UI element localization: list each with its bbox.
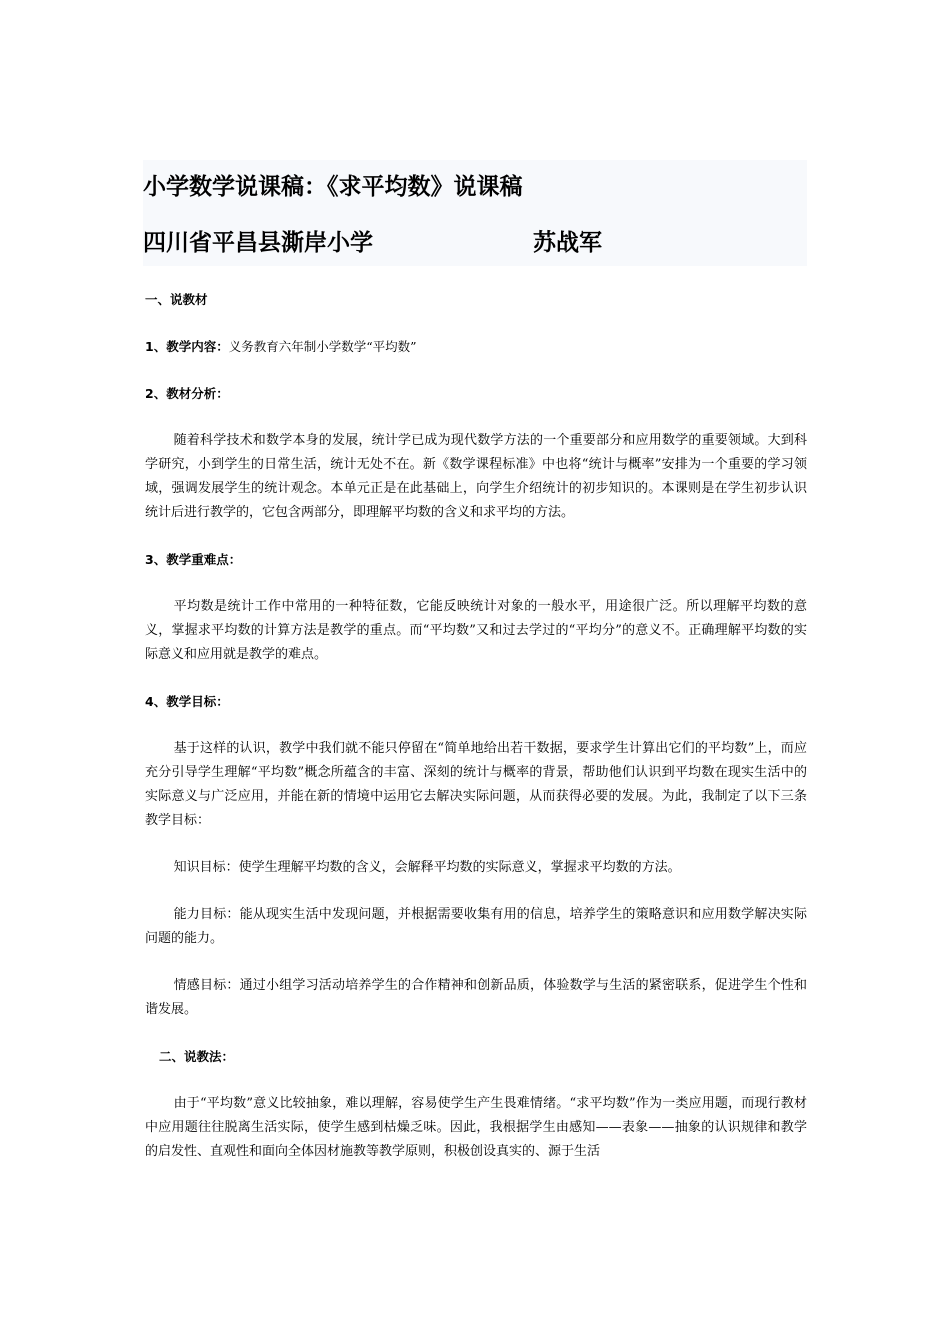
paragraph-teaching-goals: 基于这样的认识，教学中我们就不能只停留在“简单地给出若干数据，要求学生计算出它们的平均数”上，而应充分引导学生理解“平均数”概念所蕴含的丰富、深刻的统计与概率的背景，帮助他们认识到平均数在现实生活中的实际意义与广泛应用，并能在新的情境中运用它去解决实际问题，从而获得必要的发展。为此，我制定了以下三条教学目标：: [145, 741, 807, 828]
school-name: 四川省平昌县澌岸小学: [143, 230, 373, 256]
paragraph-knowledge-goal: 知识目标：使学生理解平均数的含义，会解释平均数的实际意义，掌握求平均数的方法。: [173, 860, 681, 875]
document-page: [145, 160, 807, 1164]
item-label: 1、教学内容：: [145, 339, 229, 354]
document-body: [145, 288, 807, 1164]
paragraph-material-analysis: 随着科学技术和数学本身的发展，统计学已成为现代数学方法的一个重要部分和应用数学的重要领域。大到科学研究，小到学生的日常生活，统计无处不在。新《数学课程标准》中也将“统计与概率”安排为一个重要的学习领域，强调发展学生的统计观念。本单元正是在此基础上，向学生介绍统计的初步知识的。本课则是在学生初步认识统计后进行教学的，它包含两部分，即理解平均数的含义和求平均的方法。: [145, 433, 807, 520]
paragraph-key-difficult-points: 平均数是统计工作中常用的一种特征数，它能反映统计对象的一般水平，用途很广泛。所以理解平均数的意义，掌握求平均数的计算方法是教学的重点。而“平均数”又和过去学过的“平均分”的意义不。正确理解平均数的实际意义和应用就是教学的难点。: [145, 599, 807, 662]
item-key-difficult-points-label: 3、教学重难点：: [145, 552, 242, 567]
section-heading-teaching-method: 二、说教法：: [159, 1049, 235, 1064]
author-line: [143, 228, 807, 258]
paragraph-emotion-goal: 情感目标：通过小组学习活动培养学生的合作精神和创新品质，体验数学与生活的紧密联系，促进学生个性和谐发展。: [145, 978, 807, 1017]
item-teaching-content: [145, 335, 807, 359]
item-text: 义务教育六年制小学数学“平均数”: [228, 339, 417, 354]
item-teaching-goals-label: 4、教学目标：: [145, 694, 229, 709]
paragraph-teaching-method: 由于“平均数”意义比较抽象，难以理解，容易使学生产生畏难情绪。“求平均数”作为一类应用题，而现行教材中应用题往往脱离生活实际，使学生感到枯燥乏味。因此，我根据学生由感知——表象——抽象的认识规律和教学的启发性、直观性和面向全体因材施教等教学原则，积极创设真实的、源于生活: [145, 1096, 807, 1159]
title-block: [143, 160, 807, 266]
document-title: 小学数学说课稿：《求平均数》说课稿: [143, 174, 523, 200]
section-heading-textbook: 一、说教材: [145, 292, 208, 307]
paragraph-ability-goal: 能力目标：能从现实生活中发现问题，并根据需要收集有用的信息，培养学生的策略意识和应用数学解决实际问题的能力。: [145, 907, 807, 946]
item-material-analysis-label: 2、教材分析：: [145, 386, 229, 401]
author-name: 苏战军: [533, 230, 602, 256]
